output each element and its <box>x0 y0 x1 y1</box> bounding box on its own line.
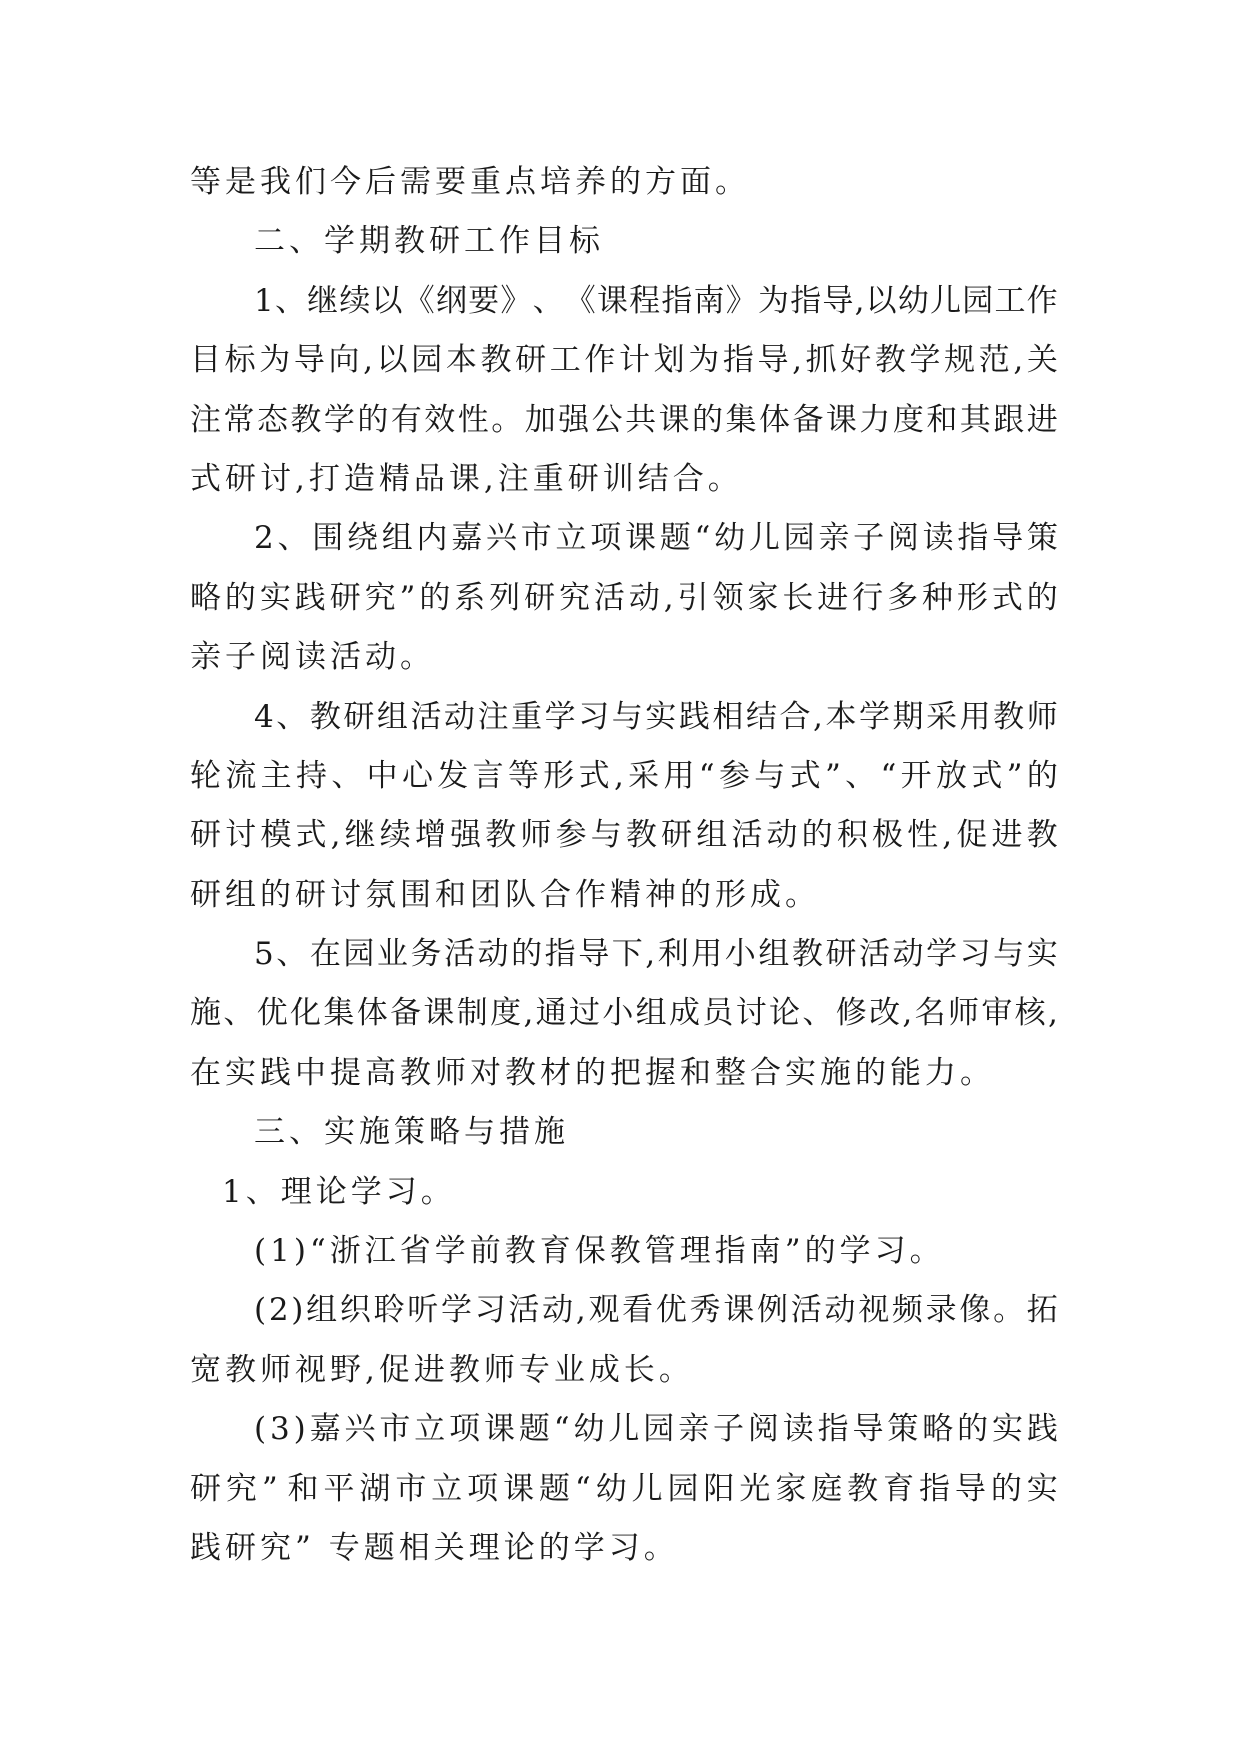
paragraph-line: 2 、 围 绕 组 内 嘉 兴 市 立 项 课 题 “ 幼 儿 园 亲 子 阅 读 指 导 策 <box>254 520 1058 557</box>
paragraph-line: 目 标 为 导 向 , 以 园 本 教 研 工 作 计 划 为 指 导 , 抓 好 教 学 规 范 , 关 <box>190 342 1058 379</box>
paragraph-line: 宽教师视野,促进教师专业成长。 <box>190 1351 694 1388</box>
paragraph-line: 式研讨,打造精品课,注重研训结合。 <box>190 460 743 497</box>
paragraph-line: 施 、 优 化 集 体 备 课 制 度 , 通 过 小 组 成 员 讨 论 、 修 改 , 名 师 审 核 , <box>190 995 1058 1032</box>
paragraph-line: 研组的研讨氛围和团队合作精神的形成。 <box>190 876 820 913</box>
paragraph-line: 轮 流 主 持 、 中 心 发 言 等 形 式 , 采 用 “ 参 与 式 ” 、 “ 开 放 式 ” 的 <box>190 757 1058 794</box>
paragraph-line: ( 2 ) 组 织 聆 听 学 习 活 动 , 观 看 优 秀 课 例 活 动 视 频 录 像 。 拓 <box>254 1292 1058 1329</box>
paragraph-line: (1)“浙江省学前教育保教管理指南”的学习。 <box>254 1233 945 1270</box>
paragraph-line: 5 、 在 园 业 务 活 动 的 指 导 下 , 利 用 小 组 教 研 活 动 学 习 与 实 <box>254 936 1058 973</box>
document-body <box>190 153 1058 1578</box>
paragraph-line: 践研究” 专题相关理论的学习。 <box>190 1529 679 1566</box>
paragraph-line: 在实践中提高教师对教材的把握和整合实施的能力。 <box>190 1054 995 1091</box>
paragraph-line: 1 、 继 续 以 《 纲 要 》 、 《 课 程 指 南 》 为 指 导 , 以 幼 儿 园 工 作 <box>254 282 1058 319</box>
paragraph-line: 研 究 ” 和 平 湖 市 立 项 课 题 “ 幼 儿 园 阳 光 家 庭 教 育 指 导 的 实 <box>190 1470 1058 1507</box>
subsection-heading: 1、理论学习。 <box>222 1173 456 1210</box>
paragraph-line: 等是我们今后需要重点培养的方面。 <box>190 164 750 200</box>
section-heading: 二、学期教研工作目标 <box>254 223 604 260</box>
paragraph-line: 研 讨 模 式 , 继 续 增 强 教 师 参 与 教 研 组 活 动 的 积 极 性 , 促 进 教 <box>190 817 1058 854</box>
paragraph-line: 亲子阅读活动。 <box>190 639 435 676</box>
paragraph-line: 4 、 教 研 组 活 动 注 重 学 习 与 实 践 相 结 合 , 本 学 期 采 用 教 师 <box>254 698 1058 735</box>
paragraph-line: 略 的 实 践 研 究 ” 的 系 列 研 究 活 动 , 引 领 家 长 进 行 多 种 形 式 的 <box>190 579 1058 616</box>
paragraph-line: ( 3 ) 嘉 兴 市 立 项 课 题 “ 幼 儿 园 亲 子 阅 读 指 导 策 略 的 实 践 <box>254 1411 1058 1448</box>
paragraph-line: 注 常 态 教 学 的 有 效 性 。 加 强 公 共 课 的 集 体 备 课 力 度 和 其 跟 进 <box>190 401 1058 438</box>
section-heading: 三、实施策略与措施 <box>254 1114 569 1151</box>
